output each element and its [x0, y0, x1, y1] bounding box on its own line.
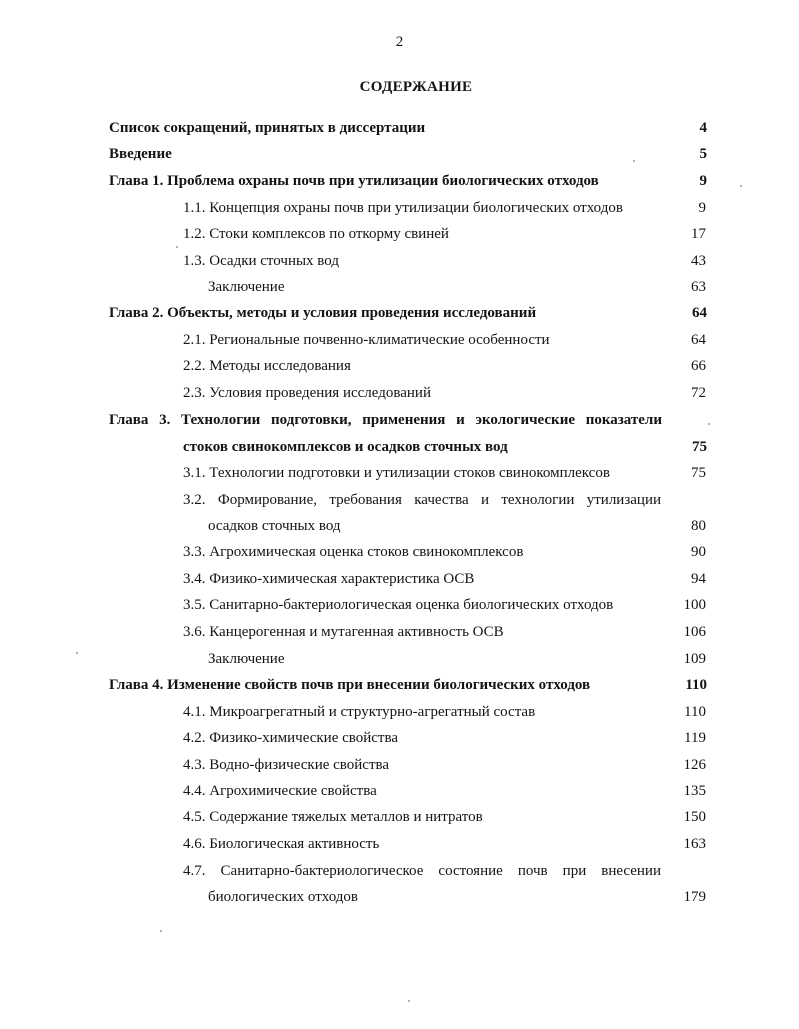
toc-entry-text: Глава 2. Объекты, методы и условия проведения исследований: [109, 305, 537, 321]
toc-entry-text: 2.1. Региональные почвенно-климатические особенности: [183, 332, 550, 348]
toc-entry-text: Заключение: [208, 279, 285, 295]
toc-entry-text: 4.7. Санитарно-бактериологическое состояние почв при внесении: [183, 863, 661, 879]
scan-speck: [160, 930, 162, 932]
toc-entry-page: 163: [683, 836, 706, 852]
toc-entry-page: 4: [699, 120, 707, 136]
toc-entry-page: 90: [691, 544, 706, 560]
toc-entry-page: 72: [691, 385, 706, 401]
toc-entry-text: 3.5. Санитарно-бактериологическая оценка биологических отходов: [183, 597, 614, 613]
toc-entry-page: 66: [691, 358, 706, 374]
toc-entry-page: 9: [699, 173, 707, 189]
toc-entry-section-4-1: [0, 701, 799, 723]
toc-entry-section-3-1: [0, 462, 799, 484]
toc-entry-text: 4.5. Содержание тяжелых металлов и нитратов: [183, 809, 483, 825]
toc-entry-page: 106: [683, 624, 706, 640]
toc-entry-page: 110: [684, 704, 706, 720]
scan-speck: [176, 246, 178, 248]
toc-entry-page: 109: [683, 651, 706, 667]
toc-entry-page: 80: [691, 518, 706, 534]
toc-entry-section-3-5: [0, 594, 799, 616]
toc-entry-page: 75: [692, 439, 707, 455]
toc-entry-page: 126: [683, 757, 706, 773]
toc-entry-text: Введение: [109, 146, 172, 162]
toc-entry-text: 3.6. Канцерогенная и мутагенная активность ОСВ: [183, 624, 504, 640]
toc-entry-section-3-3: [0, 541, 799, 563]
toc-entry-text: 3.3. Агрохимическая оценка стоков свинокомплексов: [183, 544, 524, 560]
toc-entry-page: 119: [684, 730, 706, 746]
toc-entry-section-4-7-line2: [0, 886, 799, 908]
toc-entry-introduction: [0, 143, 799, 165]
scan-speck: [408, 1000, 410, 1002]
toc-entry-section-2-3: [0, 382, 799, 404]
toc-entry-page: 75: [691, 465, 706, 481]
toc-entry-text: 4.3. Водно-физические свойства: [183, 757, 390, 773]
scan-speck: [740, 185, 742, 187]
toc-entry-text: 3.2. Формирование, требования качества и технологии утилизации: [183, 492, 661, 508]
toc-entry-text: 4.2. Физико-химические свойства: [183, 730, 399, 746]
scan-speck: [708, 423, 710, 425]
toc-entry-chapter-2: [0, 302, 799, 324]
toc-entry-page: 64: [692, 305, 707, 321]
toc-entry-section-4-4: [0, 780, 799, 802]
toc-entry-section-2-2: [0, 355, 799, 377]
toc-entry-text: 3.1. Технологии подготовки и утилизации стоков свинокомплексов: [183, 465, 610, 481]
toc-entry-text: 2.3. Условия проведения исследований: [183, 385, 431, 401]
toc-entry-text: 1.1. Концепция охраны почв при утилизации биологических отходов: [183, 200, 623, 216]
scan-speck: [76, 652, 78, 654]
toc-entry-text: Список сокращений, принятых в диссертации: [109, 120, 426, 136]
toc-entry-text: биологических отходов: [208, 889, 358, 905]
toc-entry-page: 94: [691, 571, 706, 587]
toc-entry-chapter-3-line2: [0, 436, 799, 458]
toc-entry-text: 4.6. Биологическая активность: [183, 836, 380, 852]
toc-entry-text: 2.2. Методы исследования: [183, 358, 351, 374]
toc-entry-text: 3.4. Физико-химическая характеристика ОСВ: [183, 571, 475, 587]
toc-entry-section-2-1: [0, 329, 799, 351]
toc-entry-text: стоков свинокомплексов и осадков сточных вод: [183, 439, 508, 455]
toc-entry-section-3-2-line2: [0, 515, 799, 537]
toc-entry-page: 64: [691, 332, 706, 348]
toc-entry-section-1-2: [0, 223, 799, 245]
toc-entry-text: осадков сточных вод: [208, 518, 341, 534]
toc-entry-section-3-2-line1: [0, 489, 799, 511]
toc-entry-text: 4.4. Агрохимические свойства: [183, 783, 377, 799]
toc-entry-chapter-1: [0, 170, 799, 192]
toc-entry-page: 9: [698, 200, 706, 216]
toc-entry-chapter-3-line1: [0, 409, 799, 431]
toc-entry-page: 135: [683, 783, 706, 799]
page-number: 2: [395, 34, 404, 50]
toc-entry-conclusion-3: [0, 648, 799, 670]
toc-entry-abbreviations: [0, 117, 799, 139]
scan-speck: [633, 160, 635, 162]
toc-entry-section-4-2: [0, 727, 799, 749]
toc-entry-text: 4.1. Микроагрегатный и структурно-агрегатный состав: [183, 704, 536, 720]
toc-entry-section-1-3: [0, 250, 799, 272]
toc-entry-page: 100: [683, 597, 706, 613]
toc-entry-page: 5: [699, 146, 707, 162]
toc-entry-section-3-4: [0, 568, 799, 590]
toc-entry-section-1-1: [0, 197, 799, 219]
toc-entry-section-4-6: [0, 833, 799, 855]
toc-entry-text: Глава 4. Изменение свойств почв при внесении биологических отходов: [109, 677, 591, 693]
toc-title: СОДЕРЖАНИЕ: [359, 79, 473, 95]
toc-entry-text: Заключение: [208, 651, 285, 667]
toc-entry-section-3-6: [0, 621, 799, 643]
toc-entry-text: Глава 3. Технологии подготовки, применения и экологические показатели: [109, 412, 662, 428]
toc-entry-page: 17: [691, 226, 706, 242]
toc-entry-section-4-3: [0, 754, 799, 776]
toc-entry-page: 110: [685, 677, 707, 693]
toc-entry-section-4-7-line1: [0, 860, 799, 882]
toc-entry-page: 63: [691, 279, 706, 295]
toc-entry-section-4-5: [0, 806, 799, 828]
toc-entry-page: 150: [683, 809, 706, 825]
toc-entry-page: 179: [683, 889, 706, 905]
toc-entry-chapter-4: [0, 674, 799, 696]
toc-entry-conclusion-1: [0, 276, 799, 298]
toc-entry-page: 43: [691, 253, 706, 269]
toc-entry-text: 1.2. Стоки комплексов по откорму свиней: [183, 226, 449, 242]
toc-entry-text: Глава 1. Проблема охраны почв при утилизации биологических отходов: [109, 173, 599, 189]
toc-entry-text: 1.3. Осадки сточных вод: [183, 253, 339, 269]
